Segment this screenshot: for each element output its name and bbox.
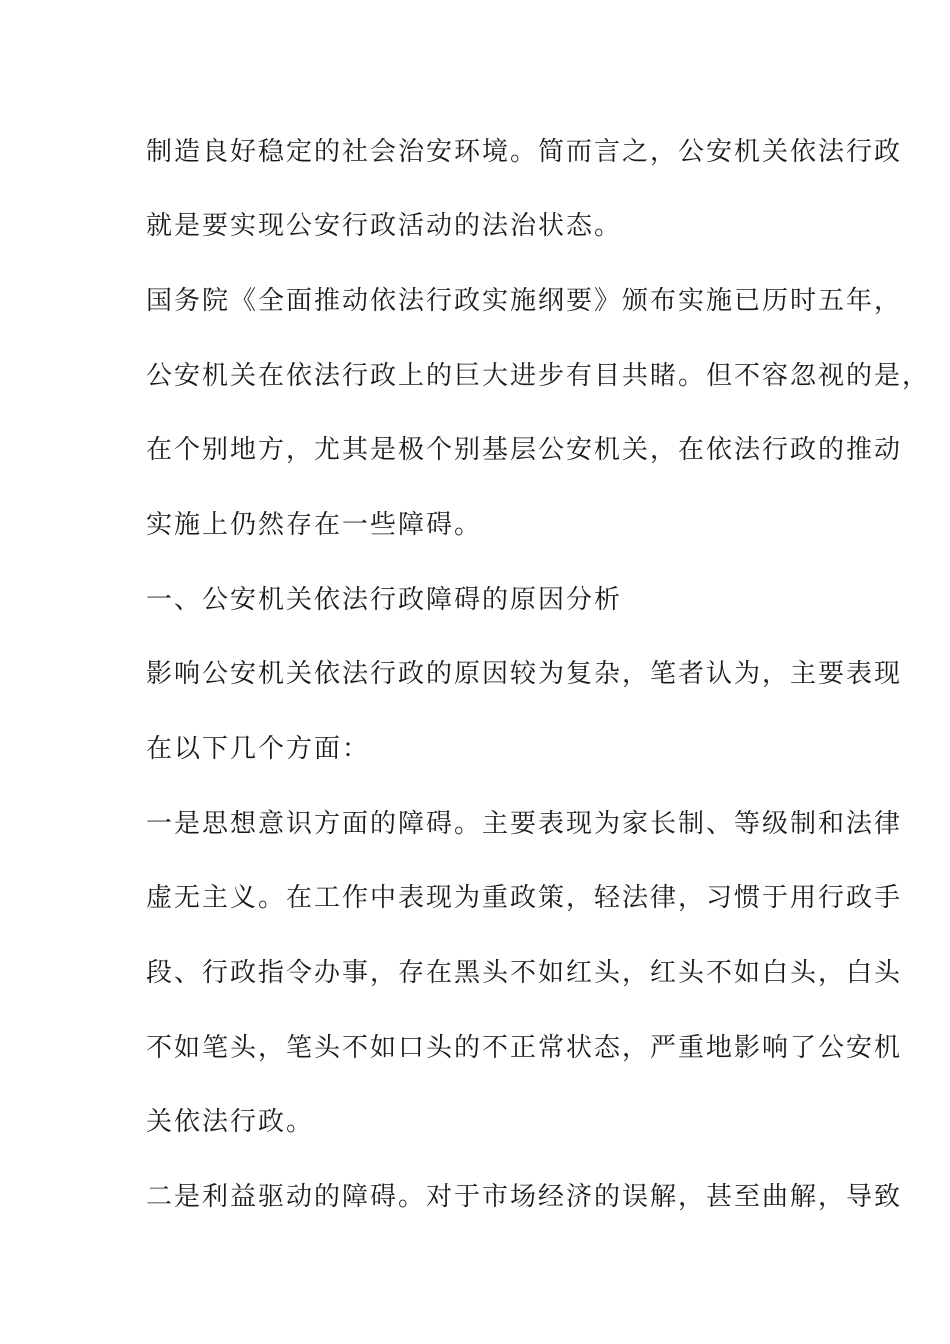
text-line-8: 影响公安机关依法行政的原因较为复杂，笔者认为，主要表现 <box>146 659 903 689</box>
text-line-6: 实施上仍然存在一些障碍。 <box>146 510 483 540</box>
text-line-1: 制造良好稳定的社会治安环境。简而言之，公安机关依法行政 <box>146 137 903 167</box>
section-heading: 一、公安机关依法行政障碍的原因分析 <box>146 585 623 615</box>
text-line-14: 关依法行政。 <box>146 1107 315 1137</box>
text-line-10: 一是思想意识方面的障碍。主要表现为家长制、等级制和法律 <box>146 809 903 839</box>
text-line-13: 不如笔头，笔头不如口头的不正常状态，严重地影响了公安机 <box>146 1033 903 1063</box>
text-line-3: 国务院《全面推动依法行政实施纲要》颁布实施已历时五年， <box>146 286 903 316</box>
text-line-9: 在以下几个方面： <box>146 734 371 764</box>
text-line-12: 段、行政指令办事，存在黑头不如红头，红头不如白头，白头 <box>146 958 903 988</box>
text-line-4: 公安机关在依法行政上的巨大进步有目共睹。但不容忽视的是， <box>146 361 931 391</box>
text-line-2: 就是要实现公安行政活动的法治状态。 <box>146 211 623 241</box>
text-line-5: 在个别地方，尤其是极个别基层公安机关，在依法行政的推动 <box>146 435 903 465</box>
text-line-15: 二是利益驱动的障碍。对于市场经济的误解，甚至曲解，导致 <box>146 1182 903 1212</box>
text-line-11: 虚无主义。在工作中表现为重政策，轻法律，习惯于用行政手 <box>146 883 903 913</box>
